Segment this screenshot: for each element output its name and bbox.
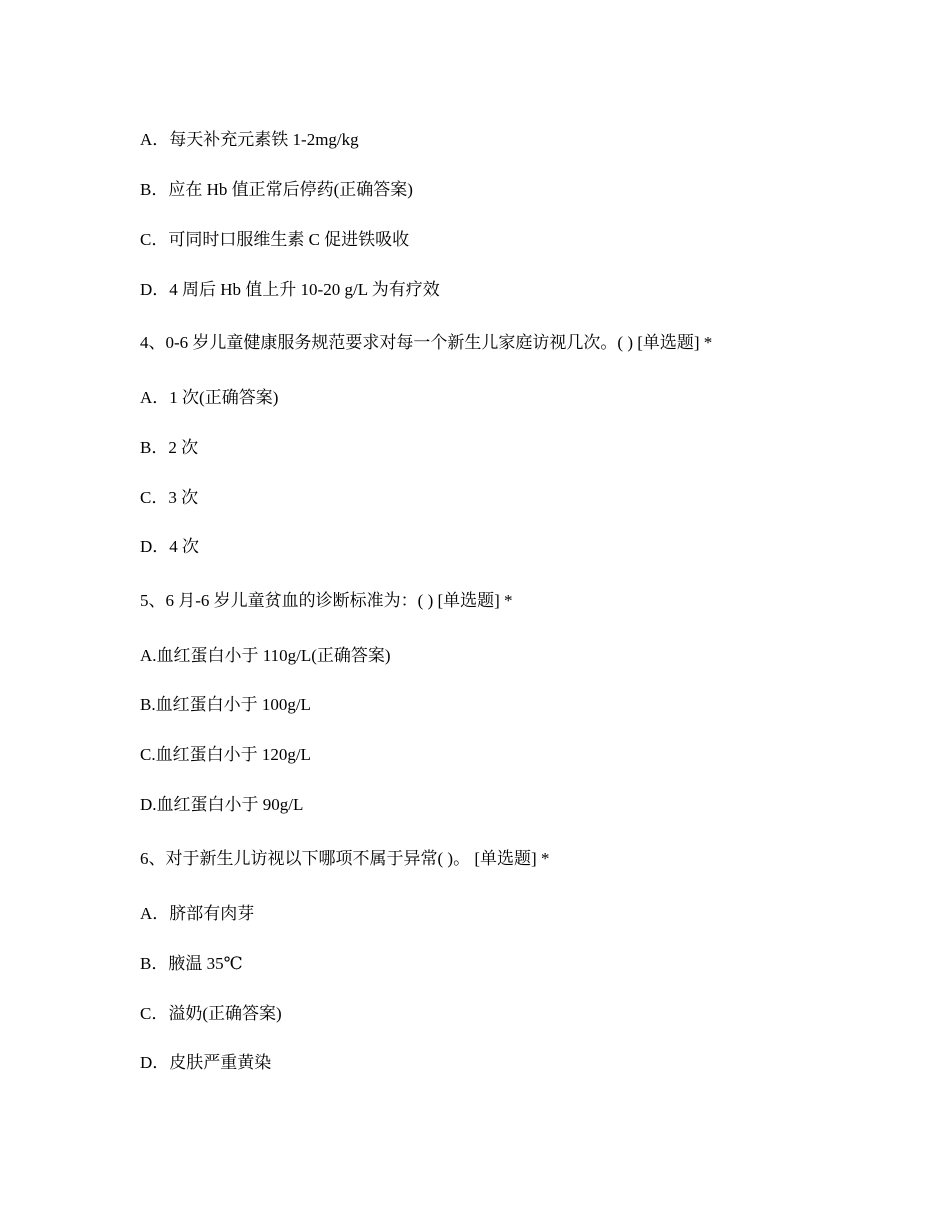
q6-question: 6、对于新生儿访视以下哪项不属于异常( )。 [单选题] * bbox=[140, 849, 550, 868]
q5-option-b: B.血红蛋白小于 100g/L bbox=[140, 695, 311, 714]
q5-option-d: D.血红蛋白小于 90g/L bbox=[140, 795, 304, 814]
q4-option-a: A．1 次(正确答案) bbox=[140, 388, 279, 407]
q4-option-d: D．4 次 bbox=[140, 537, 200, 556]
q5-option-a: A.血红蛋白小于 110g/L(正确答案) bbox=[140, 646, 391, 665]
q5-option-c: C.血红蛋白小于 120g/L bbox=[140, 745, 311, 764]
q6-option-b: B．腋温 35℃ bbox=[140, 954, 243, 973]
q5-question: 5、6 月-6 岁儿童贫血的诊断标准为：( ) [单选题] * bbox=[140, 591, 513, 610]
q3-option-d: D．4 周后 Hb 值上升 10-20 g/L 为有疗效 bbox=[140, 280, 440, 299]
q3-option-c: C．可同时口服维生素 C 促进铁吸收 bbox=[140, 230, 410, 249]
q3-option-a: A．每天补充元素铁 1-2mg/kg bbox=[140, 130, 359, 149]
q3-option-b: B．应在 Hb 值正常后停药(正确答案) bbox=[140, 180, 413, 199]
q4-question: 4、0-6 岁儿童健康服务规范要求对每一个新生儿家庭访视几次。( ) [单选题] * bbox=[140, 333, 713, 352]
q6-option-c: C．溢奶(正确答案) bbox=[140, 1004, 282, 1023]
q6-option-d: D．皮肤严重黄染 bbox=[140, 1053, 272, 1072]
q6-option-a: A．脐部有肉芽 bbox=[140, 904, 255, 923]
q4-option-b: B．2 次 bbox=[140, 438, 199, 457]
q4-option-c: C．3 次 bbox=[140, 488, 199, 507]
